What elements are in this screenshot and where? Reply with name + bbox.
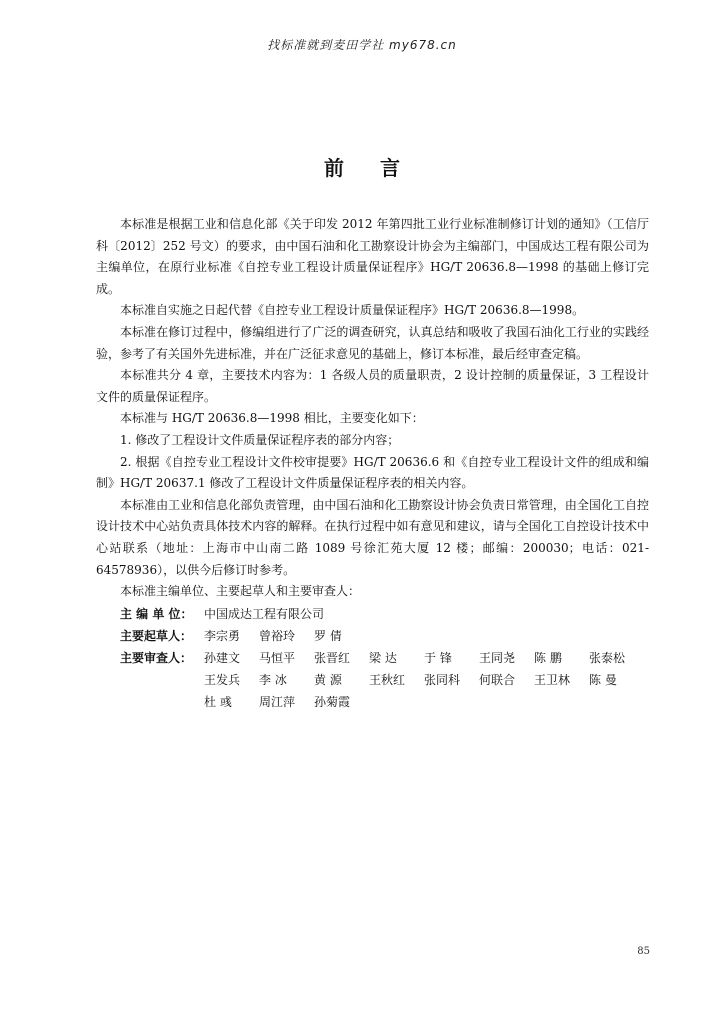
paragraph-replacement: 本标准自实施之日起代替《自控专业工程设计质量保证程序》HG/T 20636.8—1998。 [120, 303, 585, 318]
change-item-1: 1. 修改了工程设计文件质量保证程序表的部分内容； [120, 432, 400, 447]
reviewer-name: 王同尧 [479, 650, 516, 665]
reviewer-name: 黄 源 [314, 672, 342, 687]
drafter-name: 罗 倩 [314, 628, 342, 643]
editor-unit-label: 主 编 单 位： [120, 606, 193, 621]
paragraph-origin: 本标准是根据工业和信息化部《关于印发 2012 年第四批工业行业标准制修订计划的通知》（工信厅科〔2012〕252 号文）的要求，由中国石油和化工勘察设计协会为主编部门，中国成达工程有限公司为主编单位，在原行业标准《自控专业工程设计质量保证程序》HG/T 20636.8—1998 的基础上修订完成。 [96, 217, 649, 296]
reviewer-name: 孙菊霞 [314, 694, 351, 709]
page-number: 85 [637, 946, 650, 957]
reviewer-name: 孙建文 [204, 650, 241, 665]
editor-unit-row [96, 603, 649, 625]
reviewers-names [204, 647, 644, 713]
reviewer-name: 张泰松 [589, 650, 626, 665]
reviewer-name: 王秋红 [369, 672, 406, 687]
drafters-names [204, 625, 644, 647]
header-watermark: 找标准就到麦田学社 my678.cn [267, 38, 457, 52]
reviewer-name: 周江萍 [259, 694, 296, 709]
reviewer-name: 马恒平 [259, 650, 296, 665]
reviewer-name: 王卫林 [534, 672, 571, 687]
reviewer-name: 王发兵 [204, 672, 241, 687]
preface-body [96, 214, 649, 713]
drafters-row [96, 625, 649, 647]
editor-unit-name: 中国成达工程有限公司 [204, 606, 325, 621]
staff-list [96, 603, 649, 713]
reviewer-name: 张晋红 [314, 650, 351, 665]
reviewers-label: 主要审查人： [120, 650, 193, 665]
change-item-2: 2. 根据《自控专业工程设计文件校审提要》HG/T 20636.6 和《自控专业工程设计文件的组成和编制》HG/T 20637.1 修改了工程设计文件质量保证程序表的相关内容。 [96, 454, 649, 491]
reviewer-name: 梁 达 [369, 650, 397, 665]
drafter-name: 李宗勇 [204, 628, 241, 643]
reviewer-name: 杜 彧 [204, 694, 232, 709]
reviewer-name: 何联合 [479, 672, 516, 687]
reviewer-name: 于 锋 [424, 650, 452, 665]
reviewer-name: 李 冰 [259, 672, 287, 687]
paragraph-chapters: 本标准共分 4 章，主要技术内容为：1 各级人员的质量职责，2 设计控制的质量保证，3 工程设计文件的质量保证程序。 [96, 368, 649, 404]
drafters-label: 主要起草人： [120, 628, 193, 643]
page-title: 前言 [324, 156, 436, 180]
paragraph-staff-intro: 本标准主编单位、主要起草人和主要审查人： [120, 584, 361, 599]
paragraph-revision-process: 本标准在修订过程中，修编组进行了广泛的调查研究，认真总结和吸收了我国石油化工行业的实践经验，参考了有关国外先进标准，并在广泛征求意见的基础上，修订本标准，最后经审查定稿。 [96, 324, 649, 361]
drafter-name: 曾裕玲 [259, 628, 296, 643]
reviewer-name: 陈 曼 [589, 672, 617, 687]
paragraph-changes-intro: 本标准与 HG/T 20636.8—1998 相比，主要变化如下： [120, 411, 424, 426]
paragraph-management: 本标准由工业和信息化部负责管理，由中国石油和化工勘察设计协会负责日常管理，由全国化工自控设计技术中心站负责具体技术内容的解释。在执行过程中如有意见和建议，请与全国化工自控设计技术中心站联系（地址：上海市中山南二路 1089 号徐汇苑大厦 12 楼；邮编：200030；电话：021-64578936），以供今后修订时参考。 [96, 497, 649, 577]
reviewer-name: 张同科 [424, 672, 461, 687]
reviewer-name: 陈 鹏 [534, 650, 562, 665]
reviewers-row [96, 647, 649, 713]
